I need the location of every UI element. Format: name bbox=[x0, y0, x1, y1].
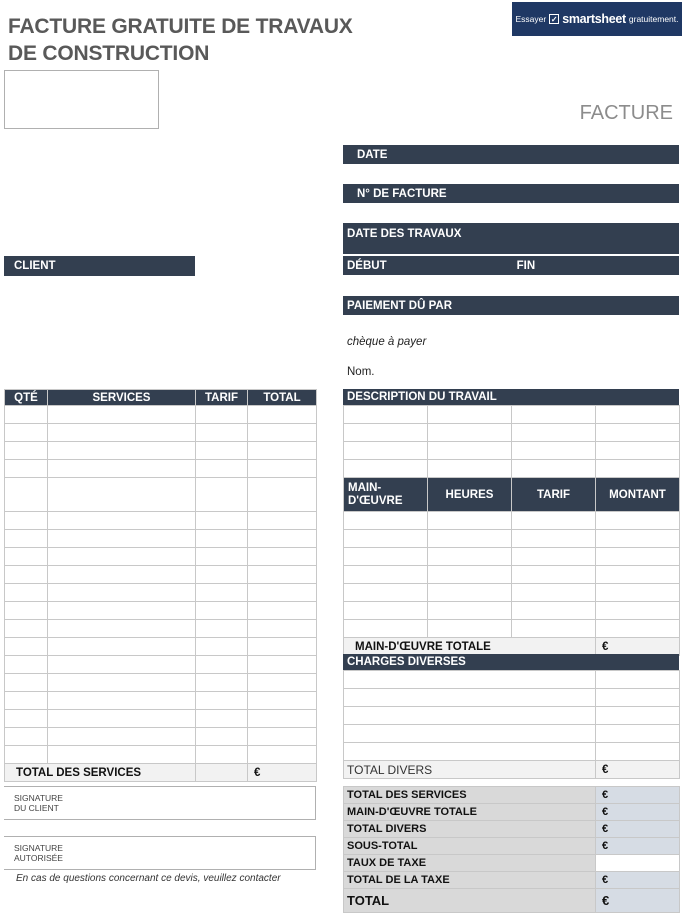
misc-charges-bar bbox=[343, 654, 679, 670]
labor-rate-header: TARIF bbox=[512, 478, 596, 512]
summary-services-value[interactable]: € bbox=[596, 787, 680, 804]
summary-tax-total-label: TOTAL DE LA TAXE bbox=[344, 872, 596, 889]
summary-row-subtotal bbox=[344, 838, 680, 855]
table-row[interactable] bbox=[344, 548, 680, 566]
invoice-word: FACTURE bbox=[579, 102, 673, 124]
check-payable-text: chèque à payer bbox=[347, 336, 427, 348]
promo-try-text: Essayer bbox=[515, 14, 547, 24]
table-row[interactable] bbox=[5, 548, 317, 566]
work-description-label: DESCRIPTION DU TRAVAIL bbox=[347, 391, 497, 403]
table-row[interactable] bbox=[344, 424, 680, 442]
work-description-bar bbox=[343, 389, 679, 405]
smartsheet-promo-banner[interactable] bbox=[512, 2, 682, 36]
summary-labor-value[interactable]: € bbox=[596, 804, 680, 821]
table-row[interactable] bbox=[5, 692, 317, 710]
services-total-row bbox=[5, 764, 317, 782]
table-row[interactable] bbox=[5, 566, 317, 584]
invoice-number-label: N° DE FACTURE bbox=[357, 187, 447, 200]
client-signature-line2: DU CLIENT bbox=[14, 803, 59, 813]
services-table bbox=[4, 389, 317, 782]
smartsheet-check-icon: ✓ bbox=[550, 15, 558, 24]
summary-tax-rate-value[interactable] bbox=[596, 855, 680, 872]
rate-header: TARIF bbox=[196, 390, 248, 406]
qty-header: QTÉ bbox=[5, 390, 48, 406]
services-total-spacer bbox=[196, 764, 248, 782]
table-row[interactable] bbox=[5, 728, 317, 746]
summary-grand-total-value[interactable]: € bbox=[596, 889, 680, 913]
promo-brand-text: smartsheet bbox=[562, 12, 626, 26]
total-header: TOTAL bbox=[248, 390, 317, 406]
services-header: SERVICES bbox=[48, 390, 196, 406]
summary-misc-label: TOTAL DIVERS bbox=[344, 821, 596, 838]
table-row[interactable] bbox=[344, 442, 680, 460]
client-bar[interactable] bbox=[4, 256, 195, 276]
work-date-label: DATE DES TRAVAUX bbox=[347, 228, 462, 240]
contact-question-text: En cas de questions concernant ce devis, veuillez contacter bbox=[16, 873, 281, 884]
summary-tax-rate-label: TAUX DE TAXE bbox=[344, 855, 596, 872]
table-row[interactable] bbox=[344, 584, 680, 602]
start-end-bar[interactable] bbox=[343, 256, 679, 275]
payment-due-bar[interactable] bbox=[343, 296, 679, 315]
table-row[interactable] bbox=[5, 478, 317, 512]
invoice-number-bar[interactable] bbox=[343, 184, 679, 203]
table-row[interactable] bbox=[5, 460, 317, 478]
summary-labor-label: MAIN-D'ŒUVRE TOTALE bbox=[344, 804, 596, 821]
summary-subtotal-label: SOUS-TOTAL bbox=[344, 838, 596, 855]
work-date-bar bbox=[343, 223, 679, 254]
authorized-signature-line1: SIGNATURE bbox=[14, 843, 63, 853]
table-row[interactable] bbox=[5, 530, 317, 548]
table-row[interactable] bbox=[5, 710, 317, 728]
misc-charges-label: CHARGES DIVERSES bbox=[347, 656, 466, 668]
client-signature-line1: SIGNATURE bbox=[14, 793, 63, 803]
services-rows bbox=[5, 406, 317, 782]
summary-row-grand-total bbox=[344, 889, 680, 913]
payee-name-text: Nom. bbox=[347, 366, 375, 378]
table-row[interactable] bbox=[344, 566, 680, 584]
labor-total-value[interactable]: € bbox=[596, 638, 680, 656]
table-row[interactable] bbox=[344, 406, 680, 424]
summary-services-label: TOTAL DES SERVICES bbox=[344, 787, 596, 804]
logo-placeholder[interactable] bbox=[4, 70, 159, 129]
misc-total-row bbox=[344, 761, 680, 779]
table-row[interactable] bbox=[344, 725, 680, 743]
table-row[interactable] bbox=[5, 602, 317, 620]
authorized-signature-field[interactable] bbox=[4, 836, 316, 870]
summary-row-tax-total bbox=[344, 872, 680, 889]
summary-table bbox=[343, 786, 680, 913]
summary-grand-total-label: TOTAL bbox=[344, 889, 596, 913]
summary-subtotal-value[interactable]: € bbox=[596, 838, 680, 855]
promo-free-text: gratuitement. bbox=[628, 14, 679, 24]
table-row[interactable] bbox=[344, 460, 680, 478]
payment-due-label: PAIEMENT DÛ PAR bbox=[347, 299, 452, 312]
client-label: CLIENT bbox=[14, 260, 56, 272]
summary-row-tax-rate bbox=[344, 855, 680, 872]
services-total-label: TOTAL DES SERVICES bbox=[5, 764, 196, 782]
table-row[interactable] bbox=[5, 512, 317, 530]
authorized-signature-line2: AUTORISÉE bbox=[14, 853, 63, 863]
table-row[interactable] bbox=[5, 746, 317, 764]
amount-header: MONTANT bbox=[596, 478, 680, 512]
misc-total-value[interactable]: € bbox=[596, 761, 680, 779]
labor-total-row bbox=[344, 638, 680, 656]
labor-header: MAIN-D'ŒUVRE bbox=[344, 478, 428, 512]
date-bar[interactable] bbox=[343, 145, 679, 164]
table-row[interactable] bbox=[344, 671, 680, 689]
page-title: FACTURE GRATUITE DE TRAVAUX DE CONSTRUCTION bbox=[8, 15, 353, 65]
summary-tax-total-value[interactable]: € bbox=[596, 872, 680, 889]
table-row[interactable] bbox=[5, 406, 317, 424]
table-row[interactable] bbox=[344, 530, 680, 548]
table-row[interactable] bbox=[344, 743, 680, 761]
table-row[interactable] bbox=[344, 707, 680, 725]
start-label: DÉBUT bbox=[347, 259, 387, 272]
table-row[interactable] bbox=[344, 512, 680, 530]
table-row[interactable] bbox=[5, 674, 317, 692]
hours-header: HEURES bbox=[428, 478, 512, 512]
misc-total-label: TOTAL DIVERS bbox=[344, 761, 596, 779]
table-row[interactable] bbox=[5, 656, 317, 674]
table-row[interactable] bbox=[344, 620, 680, 638]
end-label: FIN bbox=[516, 259, 536, 272]
date-label: DATE bbox=[357, 148, 388, 161]
summary-row-misc bbox=[344, 821, 680, 838]
misc-charges-table bbox=[343, 670, 680, 779]
table-row[interactable] bbox=[5, 584, 317, 602]
table-row[interactable] bbox=[5, 424, 317, 442]
labor-table bbox=[343, 477, 680, 656]
summary-misc-value[interactable]: € bbox=[596, 821, 680, 838]
table-row[interactable] bbox=[344, 689, 680, 707]
table-row[interactable] bbox=[5, 442, 317, 460]
client-signature-field[interactable] bbox=[4, 786, 316, 820]
work-description-table bbox=[343, 405, 680, 478]
table-row[interactable] bbox=[5, 620, 317, 638]
table-row[interactable] bbox=[5, 638, 317, 656]
summary-row-labor bbox=[344, 804, 680, 821]
table-row[interactable] bbox=[344, 602, 680, 620]
services-total-value[interactable]: € bbox=[248, 764, 317, 782]
summary-row-services bbox=[344, 787, 680, 804]
labor-total-label: MAIN-D'ŒUVRE TOTALE bbox=[344, 638, 596, 656]
